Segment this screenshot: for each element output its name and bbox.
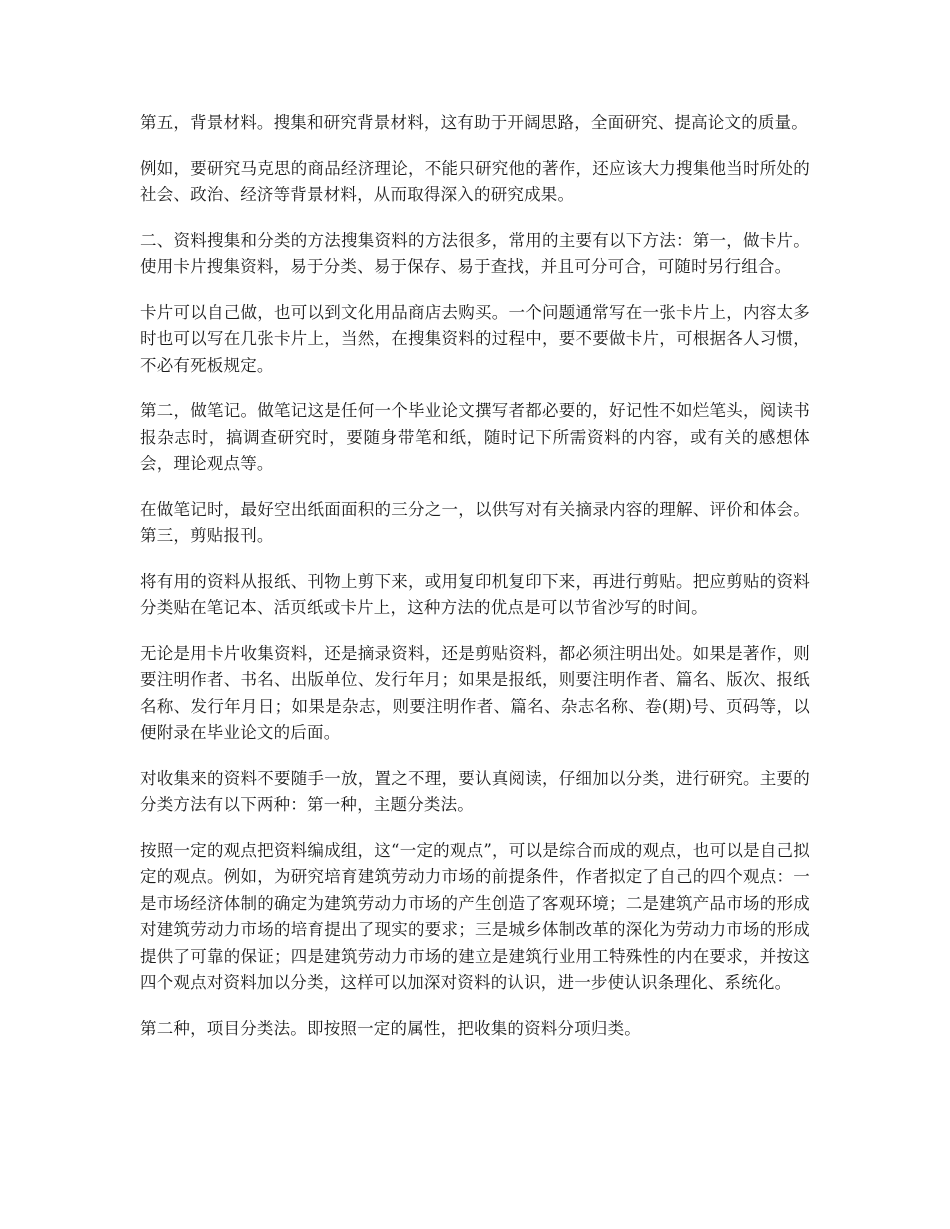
paragraph: 将有用的资料从报纸、刊物上剪下来，或用复印机复印下来，再进行剪贴。把应剪贴的资料分类贴在笔记本、活页纸或卡片上，这种方法的优点是可以节省沙写的时间。 [140, 571, 810, 617]
paragraph: 按照一定的观点把资料编成组，这“一定的观点”，可以是综合而成的观点，也可以是自己拟定的观点。例如，为研究培育建筑劳动力市场的前提条件，作者拟定了自己的四个观点：一是市场经济体制的确定为建筑劳动力市场的产生创造了客观环境；二是建筑产品市场的形成对建筑劳动力市场的培育提出了现实的要求；三是城乡体制改革的深化为劳动力市场的形成提供了可靠的保证；四是建筑劳动力市场的建立是建筑行业用工特殊性的内在要求，并按这四个观点对资料加以分类，这样可以加深对资料的认识，进一步使认识条理化、系统化。 [140, 840, 810, 992]
paragraph: 在做笔记时，最好空出纸面面积的三分之一，以供写对有关摘录内容的理解、评价和体会。第三，剪贴报刊。 [140, 499, 810, 545]
paragraph: 二、资料搜集和分类的方法搜集资料的方法很多，常用的主要有以下方法：第一，做卡片。使用卡片搜集资料，易于分类、易于保存、易于查找，并且可分可合，可随时另行组合。 [140, 230, 810, 276]
paragraph: 例如，要研究马克思的商品经济理论，不能只研究他的著作，还应该大力搜集他当时所处的社会、政治、经济等背景材料，从而取得深入的研究成果。 [140, 158, 810, 204]
paragraph: 无论是用卡片收集资料，还是摘录资料，还是剪贴资料，都必须注明出处。如果是著作，则要注明作者、书名、出版单位、发行年月；如果是报纸，则要注明作者、篇名、版次、报纸名称、发行年月日；如果是杂志，则要注明作者、篇名、杂志名称、卷(期)号、页码等，以便附录在毕业论文的后面。 [140, 643, 810, 742]
paragraph: 第五，背景材料。搜集和研究背景材料，这有助于开阔思路，全面研究、提高论文的质量。 [140, 113, 808, 132]
paragraph: 对收集来的资料不要随手一放，置之不理，要认真阅读，仔细加以分类，进行研究。主要的分类方法有以下两种：第一种，主题分类法。 [140, 768, 810, 814]
paragraph: 第二，做笔记。做笔记这是任何一个毕业论文撰写者都必要的，好记性不如烂笔头，阅读书报杂志时，搞调查研究时，要随身带笔和纸，随时记下所需资料的内容，或有关的感想体会，理论观点等。 [140, 401, 810, 473]
document-body [140, 110, 810, 1061]
paragraph: 卡片可以自己做，也可以到文化用品商店去购买。一个问题通常写在一张卡片上，内容太多时也可以写在几张卡片上，当然，在搜集资料的过程中，要不要做卡片，可根据各人习惯，不必有死板规定。 [140, 302, 810, 375]
paragraph: 第二种，项目分类法。即按照一定的属性，把收集的资料分项归类。 [140, 1018, 641, 1038]
